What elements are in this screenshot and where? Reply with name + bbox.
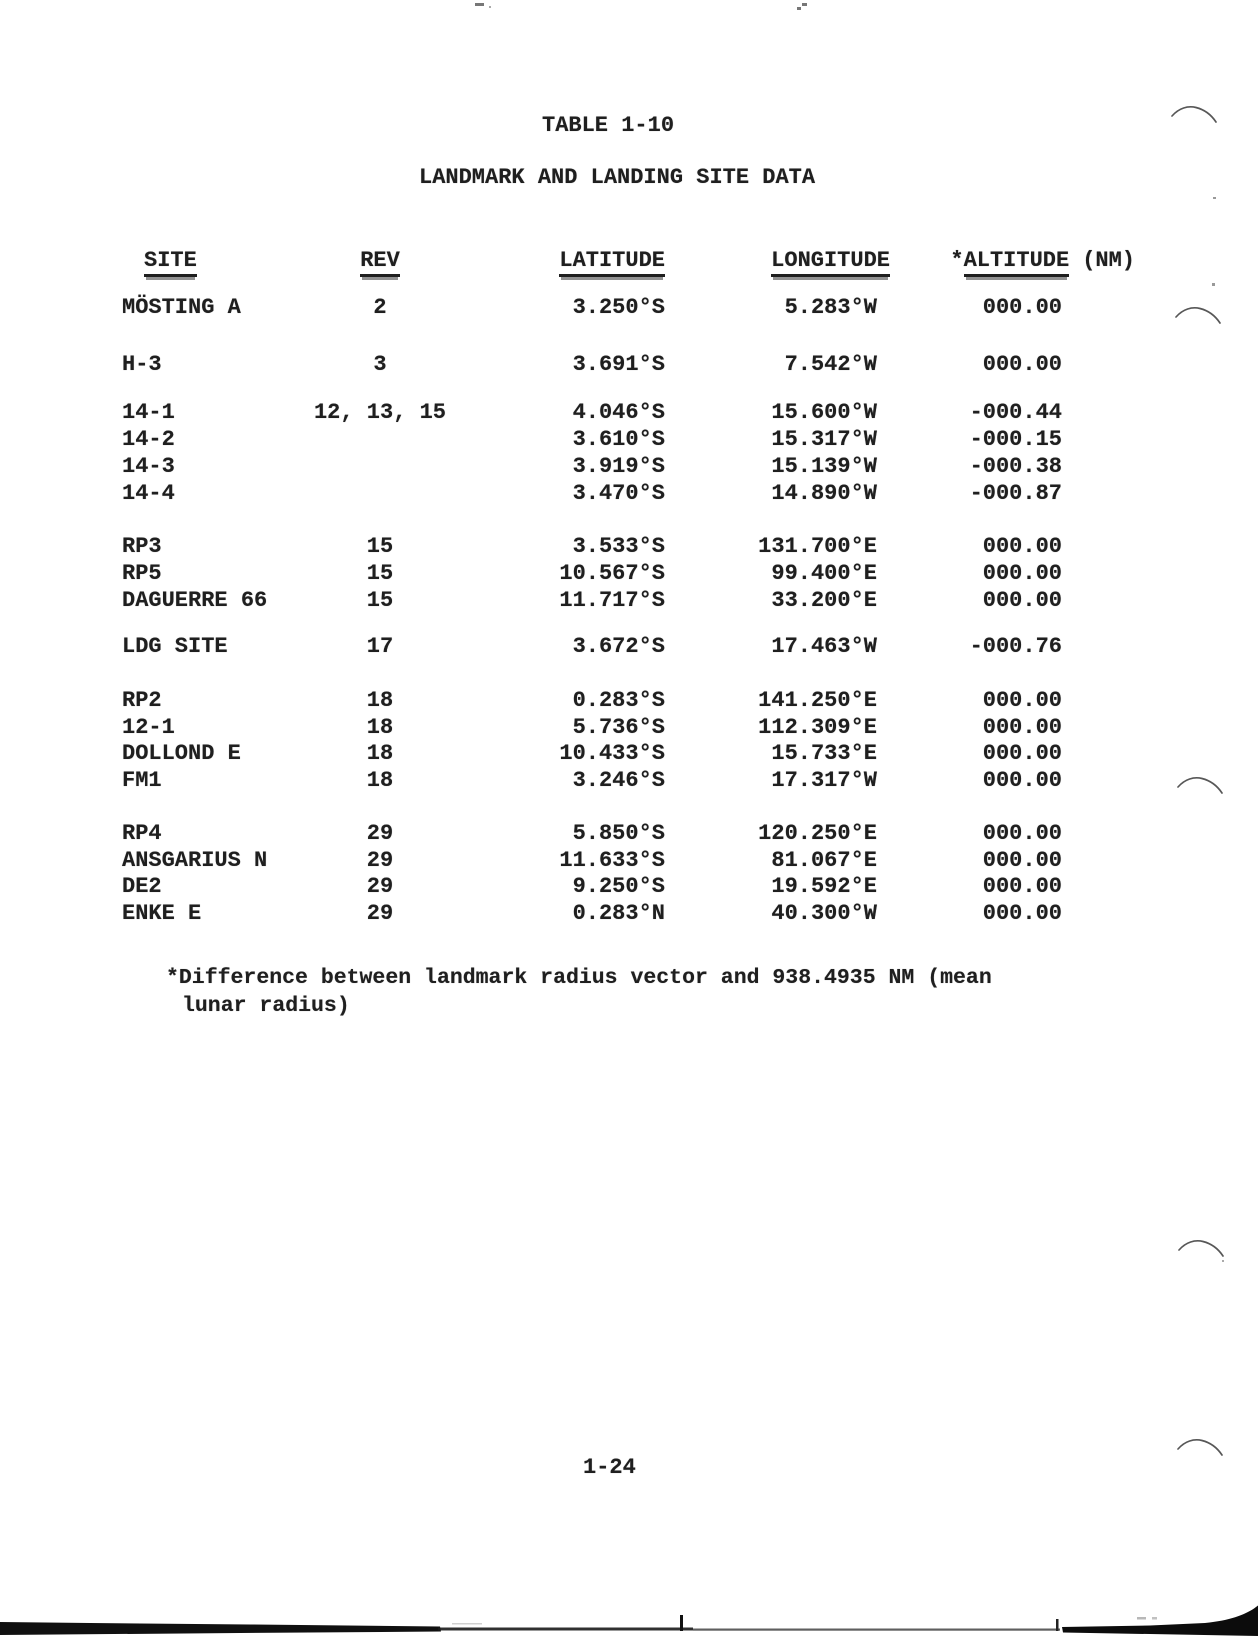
site-cell: DOLLOND E <box>122 741 241 767</box>
table-row <box>122 561 1062 588</box>
rev-cell: 29 <box>366 847 394 873</box>
latitude-cell: 5.850°S <box>572 820 665 846</box>
column-header-longitude <box>665 247 890 277</box>
table-row <box>122 295 1062 322</box>
table-row <box>122 848 1062 875</box>
longitude-cell: 15.733°E <box>771 741 877 767</box>
latitude-cell: 4.046°S <box>572 400 665 426</box>
site-cell: RP5 <box>122 560 162 586</box>
latitude-cell: 11.717°S <box>559 587 665 613</box>
site-cell: DAGUERRE 66 <box>122 587 268 613</box>
table-group <box>122 295 1062 322</box>
table-title: LANDMARK AND LANDING SITE DATA <box>419 165 816 190</box>
longitude-cell: 15.317°W <box>771 427 877 453</box>
table-row <box>122 715 1062 742</box>
ink-speck <box>1213 197 1216 199</box>
latitude-cell: 11.633°S <box>559 847 665 873</box>
table-row <box>122 427 1062 454</box>
latitude-cell: 3.691°S <box>572 351 665 377</box>
scan-curl-mark <box>1176 774 1226 796</box>
latitude-cell: 5.736°S <box>572 714 665 740</box>
ink-speck <box>1222 1260 1224 1262</box>
altitude-cell: 000.00 <box>982 768 1062 794</box>
site-cell: LDG SITE <box>122 634 228 660</box>
longitude-cell: 120.250°E <box>758 820 877 846</box>
rev-cell: 18 <box>366 714 394 740</box>
ink-speck <box>802 3 807 6</box>
rev-cell <box>300 427 460 454</box>
ink-speck <box>489 6 491 8</box>
table-body <box>122 295 1062 928</box>
site-cell: 12-1 <box>122 714 175 740</box>
page-number: 1-24 <box>583 1455 636 1480</box>
longitude-cell: 17.317°W <box>771 768 877 794</box>
table-row <box>122 352 1062 379</box>
altitude-cell: 000.00 <box>982 587 1062 613</box>
column-header-latitude <box>460 247 665 277</box>
altitude-cell: 000.00 <box>982 820 1062 846</box>
site-cell: H-3 <box>122 351 162 377</box>
rev-cell: 15 <box>366 534 394 560</box>
altitude-cell: 000.00 <box>982 534 1062 560</box>
longitude-cell: 14.890°W <box>771 480 877 506</box>
longitude-cell: 141.250°E <box>758 688 877 714</box>
rev-cell: 2 <box>373 295 387 320</box>
table-row <box>122 768 1062 795</box>
site-cell: RP3 <box>122 534 162 560</box>
table-row <box>122 481 1062 508</box>
footnote <box>166 965 992 1020</box>
column-header-latitude-label: LATITUDE <box>559 247 665 277</box>
longitude-cell: 19.592°E <box>771 874 877 900</box>
altitude-cell: 000.00 <box>982 714 1062 740</box>
table-row <box>122 901 1062 928</box>
latitude-cell: 3.533°S <box>572 534 665 560</box>
column-header-site <box>122 247 300 277</box>
longitude-cell: 40.300°W <box>771 900 877 926</box>
altitude-cell: 000.00 <box>982 351 1062 377</box>
longitude-cell: 5.283°W <box>784 295 877 320</box>
longitude-cell: 81.067°E <box>771 847 877 873</box>
rev-cell: 17 <box>366 634 394 660</box>
longitude-cell: 7.542°W <box>784 351 877 377</box>
latitude-cell: 3.246°S <box>572 768 665 794</box>
rev-cell: 29 <box>366 900 394 926</box>
latitude-cell: 10.433°S <box>559 741 665 767</box>
table-group <box>122 688 1062 795</box>
altitude-cell: 000.00 <box>982 688 1062 714</box>
scan-curl-mark <box>1176 1436 1226 1458</box>
altitude-cell: 000.00 <box>982 874 1062 900</box>
rev-cell: 29 <box>366 820 394 846</box>
altitude-asterisk: * <box>950 248 964 273</box>
latitude-cell: 3.919°S <box>572 453 665 479</box>
scan-edge-artifact <box>0 1596 1258 1640</box>
table-row <box>122 741 1062 768</box>
latitude-cell: 0.283°S <box>572 688 665 714</box>
column-header-site-label: SITE <box>144 247 197 277</box>
longitude-cell: 33.200°E <box>771 587 877 613</box>
scan-curl-mark <box>1177 1237 1227 1259</box>
latitude-cell: 3.250°S <box>572 295 665 320</box>
altitude-cell: 000.00 <box>982 900 1062 926</box>
altitude-cell: -000.38 <box>969 453 1062 479</box>
altitude-units: (NM) <box>1082 248 1135 273</box>
latitude-cell: 3.610°S <box>572 427 665 453</box>
column-header-rev-label: REV <box>360 247 400 277</box>
ink-speck <box>797 7 801 10</box>
site-cell: FM1 <box>122 768 162 794</box>
scan-curl-mark <box>1174 304 1224 326</box>
longitude-cell: 131.700°E <box>758 534 877 560</box>
site-cell: 14-1 <box>122 400 175 426</box>
latitude-cell: 10.567°S <box>559 560 665 586</box>
table-row <box>122 821 1062 848</box>
altitude-cell: -000.44 <box>969 400 1062 426</box>
table-group <box>122 400 1062 507</box>
altitude-cell: 000.00 <box>982 741 1062 767</box>
table-group <box>122 534 1062 614</box>
table-row <box>122 534 1062 561</box>
rev-cell: 18 <box>366 741 394 767</box>
site-cell: DE2 <box>122 874 162 900</box>
altitude-cell: -000.87 <box>969 480 1062 506</box>
column-header-altitude <box>890 247 1135 277</box>
table-group <box>122 352 1062 379</box>
column-header-rev <box>300 247 460 277</box>
altitude-cell: 000.00 <box>982 295 1062 320</box>
rev-cell <box>300 481 460 508</box>
longitude-cell: 99.400°E <box>771 560 877 586</box>
table-header-row <box>122 247 1135 277</box>
site-cell: MÖSTING A <box>122 295 241 320</box>
altitude-cell: -000.76 <box>969 634 1062 660</box>
footnote-line-2: lunar radius) <box>182 993 350 1018</box>
rev-cell: 18 <box>366 768 394 794</box>
table-row <box>122 688 1062 715</box>
table-row <box>122 634 1062 661</box>
longitude-cell: 15.600°W <box>771 400 877 426</box>
longitude-cell: 17.463°W <box>771 634 877 660</box>
altitude-cell: 000.00 <box>982 847 1062 873</box>
altitude-cell: 000.00 <box>982 560 1062 586</box>
ink-speck <box>475 3 484 6</box>
site-cell: 14-2 <box>122 427 175 453</box>
altitude-cell: -000.15 <box>969 427 1062 453</box>
ink-speck <box>1212 283 1215 286</box>
rev-cell: 3 <box>373 351 387 377</box>
table-label: TABLE 1-10 <box>542 113 675 138</box>
column-header-altitude-label: ALTITUDE <box>964 247 1070 277</box>
longitude-cell: 112.309°E <box>758 714 877 740</box>
table-row <box>122 400 1062 427</box>
column-header-longitude-label: LONGITUDE <box>771 247 890 277</box>
rev-cell: 12, 13, 15 <box>313 400 447 426</box>
table-row <box>122 454 1062 481</box>
footnote-line-1: *Difference between landmark radius vector and 938.4935 NM (mean <box>166 966 992 990</box>
latitude-cell: 3.470°S <box>572 480 665 506</box>
site-cell: 14-4 <box>122 480 175 506</box>
site-cell: ENKE E <box>122 900 202 926</box>
table-group <box>122 821 1062 928</box>
latitude-cell: 0.283°N <box>572 900 665 926</box>
latitude-cell: 3.672°S <box>572 634 665 660</box>
site-cell: RP4 <box>122 820 162 846</box>
scan-curl-mark <box>1170 103 1220 125</box>
latitude-cell: 9.250°S <box>572 874 665 900</box>
rev-cell: 18 <box>366 688 394 714</box>
site-cell: RP2 <box>122 688 162 714</box>
table-group <box>122 634 1062 661</box>
table-row <box>122 588 1062 615</box>
longitude-cell: 15.139°W <box>771 453 877 479</box>
rev-cell: 15 <box>366 560 394 586</box>
rev-cell: 29 <box>366 874 394 900</box>
table-row <box>122 874 1062 901</box>
rev-cell <box>300 454 460 481</box>
site-cell: 14-3 <box>122 453 175 479</box>
site-cell: ANSGARIUS N <box>122 847 268 873</box>
rev-cell: 15 <box>366 587 394 613</box>
